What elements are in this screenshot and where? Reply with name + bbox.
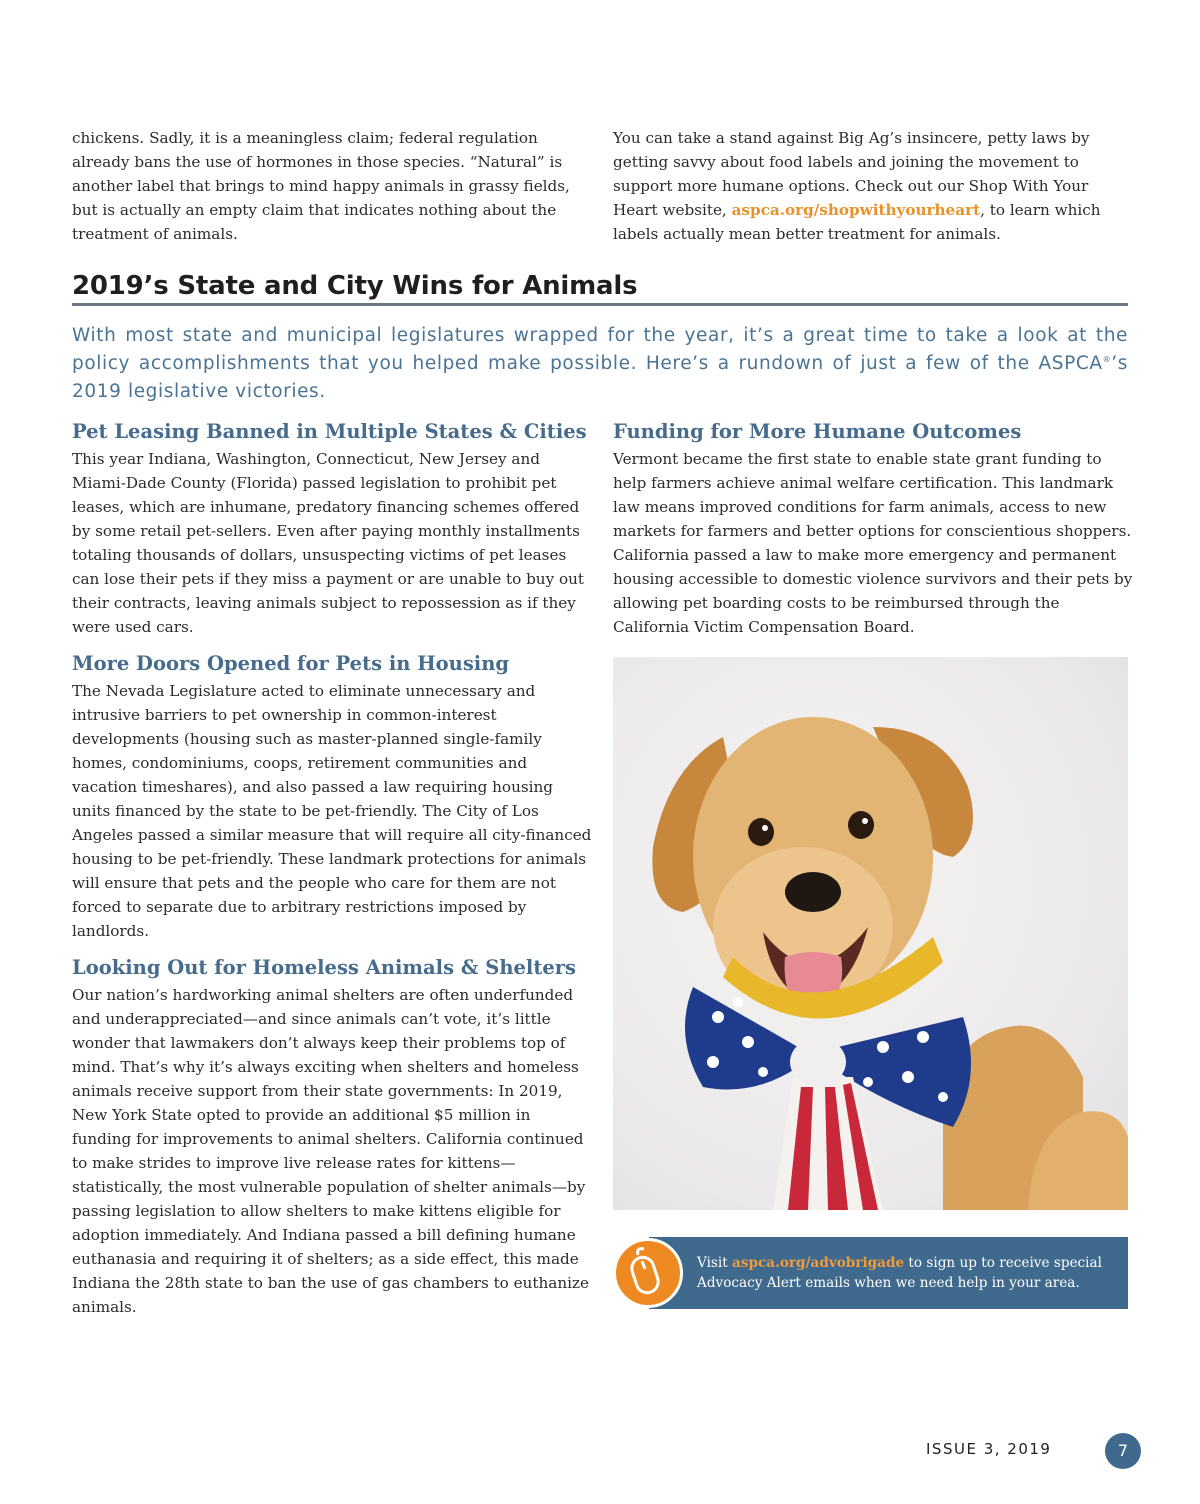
continued-paragraph-left (72, 126, 587, 246)
continued-paragraph-right (613, 126, 1128, 246)
puppy-right-eye (848, 811, 874, 839)
registered-mark: ® (1102, 354, 1112, 364)
puppy-illustration (613, 657, 1128, 1210)
continued-text-start: You can take a stand against Big Ag’s insincere, petty laws by getting savvy about food labels and joining the movement to support more humane options. Check out our Shop With Your Heart website, (613, 129, 1090, 219)
article-body: The Nevada Legislature acted to eliminate unnecessary and intrusive barriers to pet ownership in common-interest developments (housing such as master-planned single-family homes, condominiums, coops, retirement communities and vacation timeshares), and also passed a law requiring housing units financed by the state to be pet-friendly. The City of Los Angeles passed a similar measure that will require all city-financed housing to be pet-friendly. These landmark protections for animals will ensure that pets and the people who care for them are not forced to separate due to arbitrary restrictions imposed by landlords. (72, 682, 592, 940)
article-funding (613, 419, 1133, 639)
section-title: 2019’s State and City Wins for Animals (72, 271, 638, 301)
article-heading: Pet Leasing Banned in Multiple States & Cities (72, 420, 587, 443)
article-heading: More Doors Opened for Pets in Housing (72, 652, 510, 675)
article-housing (72, 651, 592, 943)
puppy-left-eye (748, 818, 774, 846)
issue-label: ISSUE 3, 2019 (926, 1440, 1052, 1458)
callout-text-start: Visit (697, 1255, 733, 1271)
puppy-nose (785, 872, 841, 912)
mouse-glyph (616, 1241, 680, 1305)
article-heading: Looking Out for Homeless Animals & Shelters (72, 956, 576, 979)
article-heading: Funding for More Humane Outcomes (613, 420, 1022, 443)
intro-text-start: With most state and municipal legislatures wrapped for the year, it’s a great time to take a look at the policy accomplishments that you helped make possible. Here’s a rundown of just a few of the ASPCA (72, 325, 1128, 374)
article-shelters (72, 955, 592, 1319)
callout-text-end: to sign up to receive special Advocacy Alert emails when we need help in your area. (697, 1255, 1102, 1291)
puppy-photo (613, 657, 1128, 1210)
advocacy-callout (613, 1237, 1128, 1309)
article-body: This year Indiana, Washington, Connecticut, New Jersey and Miami-Dade County (Florida) passed legislation to prohibit pet leases, which are inhumane, predatory financing schemes offered by some retail pet-sellers. Even after paying monthly installments totaling thousands of dollars, unsuspecting victims of pet leases can lose their pets if they miss a payment or are unable to buy out their contracts, leaving animals subject to repossession as if they were used cars. (72, 450, 585, 636)
intro-text-end: ’s 2019 legislative victories. (72, 353, 1128, 402)
eye-highlight (862, 818, 868, 824)
article-body: Vermont became the first state to enable state grant funding to help farmers achieve animal welfare certification. This landmark law means improved conditions for farm animals, access to new markets for farmers and better options for conscientious shoppers. California passed a law to make more emergency and permanent housing accessible to domestic violence survivors and their pets by allowing pet boarding costs to be reimbursed through the California Victim Compensation Board. (613, 450, 1133, 636)
continued-text: chickens. Sadly, it is a meaningless claim; federal regulation already bans the use of hormones in those species. “Natural” is another label that brings to mind happy animals in grassy fields, but is actually an empty claim that indicates nothing about the treatment of animals. (72, 129, 570, 243)
section-intro (72, 322, 1128, 406)
article-body: Our nation’s hardworking animal shelters are often underfunded and underappreciated—and since animals can’t vote, it’s little wonder that lawmakers don’t always keep their problems top of mind. That’s why it’s always exciting when shelters and homeless animals receive support from their state governments: In 2019, New York State opted to provide an additional $5 million in funding for improvements to animal shelters. California continued to make strides to improve live release rates for kittens—statistically, the most vulnerable population of shelter animals—by passing legislation to allow shelters to make kittens eligible for adoption immediately. And Indiana passed a bill defining humane euthanasia and requiring it of shelters; as a side effect, this made Indiana the 28th state to ban the use of gas chambers to euthanize animals. (72, 986, 589, 1316)
continued-text-end: , to learn which labels actually mean better treatment for animals. (613, 201, 1101, 243)
left-column (72, 419, 592, 1331)
eye-highlight (762, 825, 768, 831)
advobrigade-link[interactable]: aspca.org/advobrigade (732, 1255, 905, 1271)
title-divider (72, 303, 1128, 306)
article-pet-leasing (72, 419, 592, 639)
page-number-badge: 7 (1105, 1433, 1141, 1469)
callout-text (697, 1253, 1117, 1293)
bow-knot (790, 1038, 846, 1086)
computer-mouse-icon (613, 1238, 683, 1308)
shop-with-your-heart-link[interactable]: aspca.org/shopwithyourheart (731, 201, 981, 219)
